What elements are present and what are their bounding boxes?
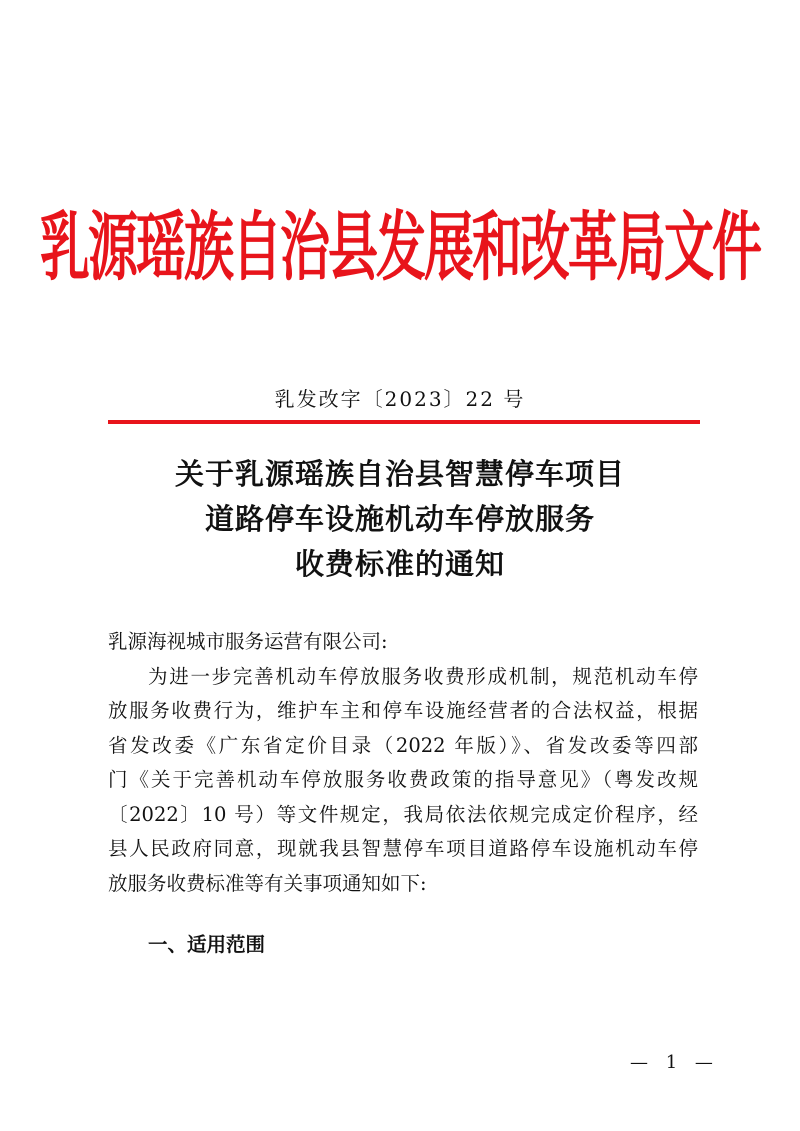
red-divider-rule	[108, 420, 700, 424]
document-body	[108, 625, 698, 901]
page-number: — 1 —	[630, 1052, 719, 1073]
section-heading: 一、适用范围	[148, 933, 266, 956]
paragraph-line: 〔2022〕10 号）等文件规定，我局依法依规完成定价程序，经	[108, 802, 698, 826]
document-title	[0, 452, 800, 587]
title-line: 道路停车设施机动车停放服务	[204, 502, 595, 536]
title-line: 收费标准的通知	[294, 547, 505, 581]
paragraph-line: 省发改委《广东省定价目录（2022 年版）》、省发改委等四部	[108, 733, 698, 757]
paragraph-line: 放服务收费标准等有关事项通知如下:	[108, 871, 427, 895]
document-number: 乳发改字〔2023〕22 号	[274, 387, 526, 411]
addressee: 乳源海视城市服务运营有限公司:	[108, 630, 388, 653]
paragraph-line: 县人民政府同意，现就我县智慧停车项目道路停车设施机动车停	[108, 837, 698, 860]
title-line: 关于乳源瑶族自治县智慧停车项目	[174, 457, 625, 491]
paragraph-line: 放服务收费行为，维护车主和停车设施经营者的合法权益，根据	[108, 699, 698, 722]
document-masthead: 乳源瑶族自治县发展和改革局文件	[40, 204, 760, 291]
paragraph-line: 门《关于完善机动车停放服务收费政策的指导意见》（粤发改规	[108, 768, 698, 791]
paragraph-line: 为进一步完善机动车停放服务收费形成机制，规范机动车停	[148, 664, 698, 688]
